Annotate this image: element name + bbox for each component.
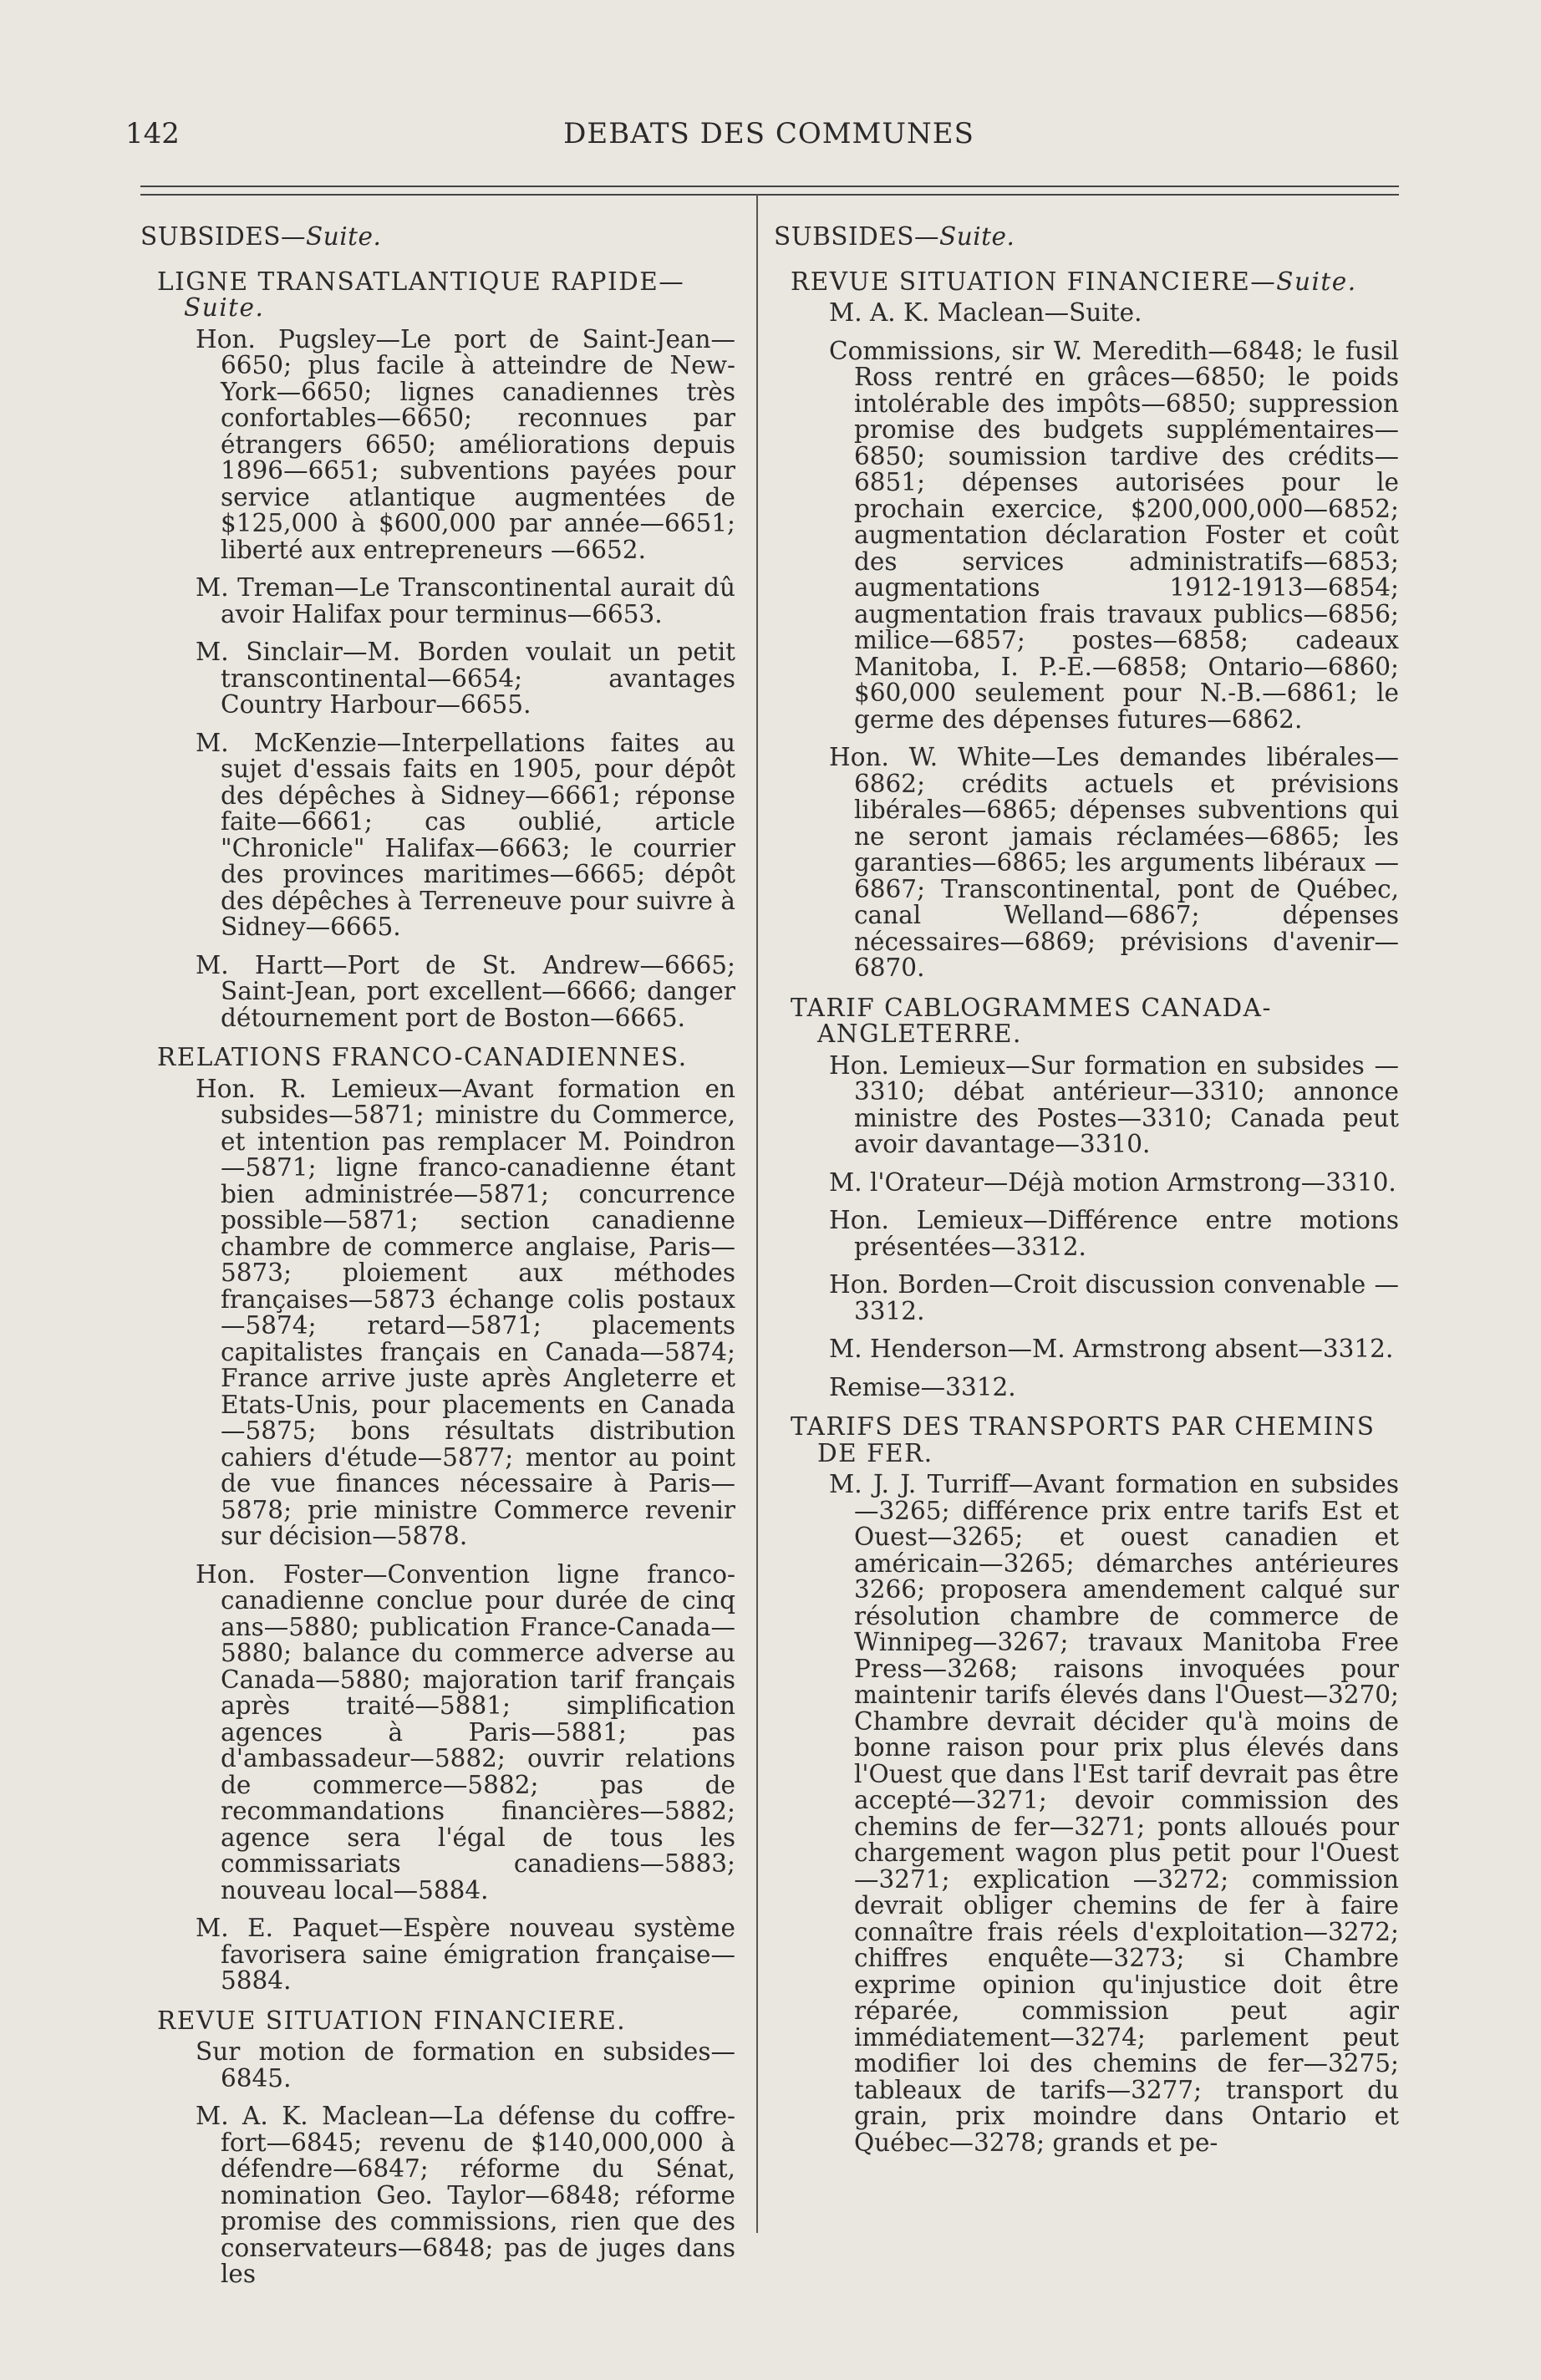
entry-list — [774, 1472, 1399, 2156]
index-section — [774, 995, 1399, 1401]
section-heading-text: LIGNE TRANSATLANTIQUE RAPIDE— — [157, 267, 685, 296]
header-rule-top — [140, 186, 1399, 187]
index-entry: M. J. J. Turriff—Avant formation en subsides—3265; différence prix entre tarifs Est et Ouest—3265; et ouest canadien et américain—3265; démarches antérieures 3266; proposera amendement calqué sur résolution chambre de commerce de Winnipeg—3267; travaux Manitoba Free Press—3268; raisons invoquées pour maintenir tarifs élevés dans l'Ouest—3270; Chambre devrait décider qu'à moins de bonne raison pour prix plus élevés dans l'Ouest que dans l'Est tarif devrait pas être accepté—3271; devoir commission des chemins de fer—3271; ponts alloués pour chargement wagon plus petit pour l'Ouest—3271; explication —3272; commission devrait obliger chemins de fer à faire connaître frais réels d'exploitation—3272; chiffres enquête—3273; si Chambre exprime opinion qu'injustice doit être réparée, commission peut agir immédiatement—3274; parlement peut modifier loi des chemins de fer—3275; tableaux de tarifs—3277; transport du grain, prix moindre dans Ontario et Québec—3278; grands et pe- — [829, 1470, 1399, 2157]
index-entry: Hon. Foster—Convention ligne franco-canadienne conclue pour durée de cinq ans—5880; publication France-Canada—5880; balance du commerce adverse au Canada—5880; majoration tarif français après traité—5881; simplification agences à Paris—5881; pas d'ambassadeur—5882; ouvrir relations de commerce—5882; pas de recommandations financières—5882; agence sera l'égal de tous les commissariats canadiens—5883; nouveau local—5884. — [196, 1559, 735, 1905]
index-section — [774, 269, 1399, 982]
column-divider — [756, 194, 758, 2233]
index-section — [140, 269, 735, 1032]
index-entry: M. Henderson—M. Armstrong absent—3312. — [829, 1335, 1394, 1363]
continued-heading-text: SUBSIDES— — [140, 222, 307, 251]
entry-list — [140, 2039, 735, 2288]
index-entry: Hon. Pugsley—Le port de Saint-Jean—6650; plus facile à atteindre de New-York—6650; lignes canadiennes très confortables—6650; reconnues par étrangers 6650; améliorations depuis 1896—6651; subventions payées pour service atlantique augmentées de $125,000 à $600,000 par année—6651; liberté aux entrepreneurs —6652. — [196, 324, 735, 564]
index-entry: Remise—3312. — [829, 1372, 1016, 1401]
section-heading — [774, 269, 1399, 296]
continued-heading-suffix: Suite. — [939, 222, 1015, 251]
entry-list — [774, 300, 1399, 982]
index-entry: M. A. K. Maclean—La défense du coffre-fort—6845; revenu de $140,000,000 à défendre—6847; réforme du Sénat, nomination Geo. Taylor—6848; réforme promise des commissions, rien que des conservateurs—6848; pas de juges dans les — [196, 2102, 735, 2288]
section-heading-text: REVUE SITUATION FINANCIERE. — [157, 2006, 627, 2035]
index-section — [774, 1414, 1399, 2156]
index-section — [140, 2008, 735, 2288]
header-rule-bottom — [140, 194, 1399, 196]
section-heading-text: RELATIONS FRANCO-CANADIENNES. — [157, 1043, 688, 1071]
section-heading-suffix: Suite. — [1276, 267, 1357, 296]
entry-list — [140, 1076, 735, 1995]
entry-list — [774, 1050, 1399, 1401]
continued-heading-suffix: Suite. — [306, 222, 382, 251]
index-entry: M. A. K. Maclean—Suite. — [829, 298, 1142, 327]
section-heading-text: TARIF CABLOGRAMMES CANADA-ANGLETERRE. — [791, 993, 1272, 1048]
section-heading — [140, 269, 735, 322]
running-title: DEBATS DES COMMUNES — [563, 117, 974, 150]
index-entry: M. McKenzie—Interpellations faites au sujet d'essais faits en 1905, pour dépôt des dépêches à Sidney—6661; réponse faite—6661; cas oublié, article "Chronicle" Halifax—6663; le courrier des provinces maritimes—6665; dépôt des dépêches à Terreneuve pour suivre à Sidney—6665. — [196, 728, 735, 941]
section-heading-text: TARIFS DES TRANSPORTS PAR CHEMINS DE FER. — [791, 1412, 1376, 1467]
section-heading — [140, 2008, 735, 2035]
index-entry: M. E. Paquet—Espère nouveau système favorisera saine émigration française—5884. — [196, 1914, 735, 1995]
page-number: 142 — [125, 117, 180, 150]
index-entry: Hon. Borden—Croit discussion convenable —3312. — [829, 1270, 1399, 1325]
section-heading-text: REVUE SITUATION FINANCIERE— — [791, 267, 1277, 296]
index-entry: M. Treman—Le Transcontinental aurait dû avoir Halifax pour terminus—6653. — [196, 573, 735, 628]
index-entry: M. Hartt—Port de St. Andrew—6665; Saint-Jean, port excellent—6666; danger détournement port de Boston—6665. — [196, 950, 735, 1032]
index-entry: Hon. W. White—Les demandes libérales—6862; crédits actuels et prévisions libérales—6865; dépenses subventions qui ne seront jamais réclamées—6865; les garanties—6865; les arguments libéraux —6867; Transcontinental, pont de Québec, canal Welland—6867; dépenses nécessaires—6869; prévisions d'avenir—6870. — [829, 743, 1399, 982]
index-section — [140, 1045, 735, 1995]
index-entry: Hon. R. Lemieux—Avant formation en subsides—5871; ministre du Commerce, et intention pas remplacer M. Poindron —5871; ligne franco-canadienne étant bien administrée—5871; concurrence possible—5871; section canadienne chambre de commerce anglaise, Paris—5873; ploiement aux méthodes françaises—5873 échange colis postaux—5874; retard—5871; placements capitalistes français en Canada—5874; France arrive juste après Angleterre et Etats-Unis, pour placements en Canada—5875; bons résultats distribution cahiers d'étude—5877; mentor au point de vue finances nécessaire à Paris—5878; prie ministre Commerce revenir sur décision—5878. — [196, 1074, 735, 1550]
index-entry: Hon. Lemieux—Différence entre motions présentées—3312. — [829, 1206, 1399, 1261]
continued-heading — [140, 224, 735, 251]
left-column — [140, 224, 735, 2300]
continued-heading-text: SUBSIDES— — [774, 222, 940, 251]
index-entry: Commissions, sir W. Meredith—6848; le fusil Ross rentré en grâces—6850; le poids intolérable des impôts—6850; suppression promise des budgets supplémentaires—6850; soumission tardive des crédits—6851; dépenses autorisées pour le prochain exercice, $200,000,000—6852; augmentation déclaration Foster et coût des services administratifs—6853; augmentations 1912-1913—6854; augmentation frais travaux publics—6856; milice—6857; postes—6858; cadeaux Manitoba, I. P.-E.—6858; Ontario—6860; $60,000 seulement pour N.-B.—6861; le germe des dépenses futures—6862. — [829, 336, 1399, 734]
section-heading — [774, 1414, 1399, 1467]
right-column — [774, 224, 1399, 2168]
index-entry: M. Sinclair—M. Borden voulait un petit transcontinental—6654; avantages Country Harbour—6655. — [196, 638, 735, 719]
section-heading-suffix: Suite. — [184, 293, 265, 322]
index-entry: M. l'Orateur—Déjà motion Armstrong—3310. — [829, 1167, 1396, 1197]
page-header — [125, 117, 1412, 159]
continued-heading — [774, 224, 1399, 251]
section-heading — [774, 995, 1399, 1048]
index-entry: Sur motion de formation en subsides—6845. — [196, 2037, 735, 2093]
entry-list — [140, 324, 735, 1032]
index-entry: Hon. Lemieux—Sur formation en subsides —3310; débat antérieur—3310; annonce ministre des Postes—3310; Canada peut avoir davantage—3310. — [829, 1050, 1399, 1158]
section-heading — [140, 1045, 735, 1071]
